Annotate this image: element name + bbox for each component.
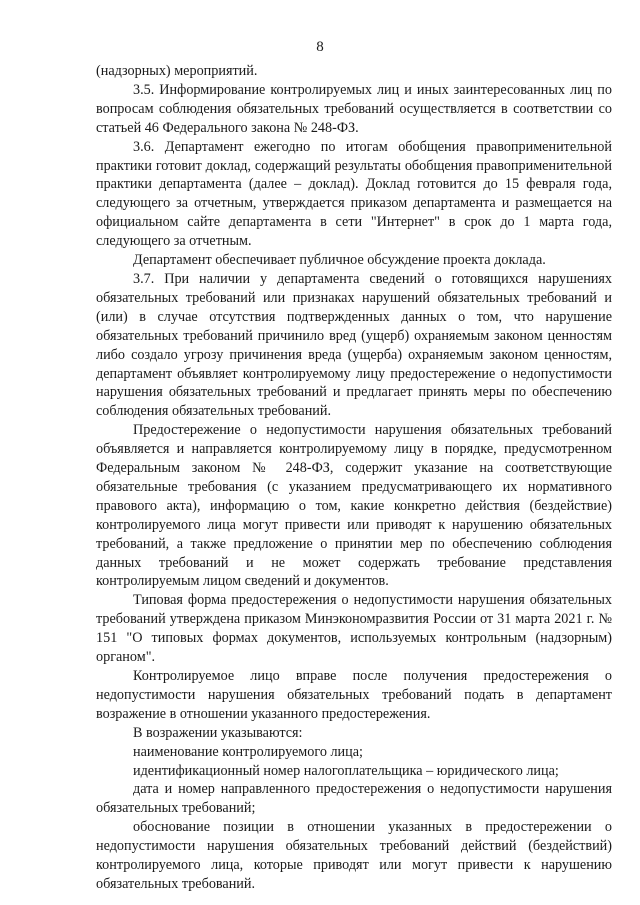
- paragraph-3-7: 3.7. При наличии у департамента сведений о готовящихся нарушениях обязательных требований или признаках нарушений обязательных требований и (или) в случае отсутствия подтвержденных данных о том, что нарушение обязательных требований причинило вред (ущерб) охраняемым законом ценностям либо создало угрозу причинения вреда (ущерба) охраняемым законом ценностям, департамент объявляет контролируемому лицу предостережение о недопустимости нарушения обязательных требований и предлагает принять меры по обеспечению соблюдения обязательных требований.: [96, 270, 612, 420]
- paragraph-warning-content: Предостережение о недопустимости нарушения обязательных требований объявляется и направляется контролируемому лицу в порядке, предусмотренном Федеральным законом № 248-ФЗ, содержит указание на соответствующие обязательные требования (с указанием предусматривающего их нормативного правового акта), информацию о том, какие конкретно действия (бездействие) контролируемого лица могут привести или приводят к нарушению обязательных требований, а также предложение о принятии мер по обеспечению соблюдения данных требований и не может содержать требование представления контролируемым лицом сведений и документов.: [96, 422, 612, 590]
- paragraph-continuation: (надзорных) мероприятий.: [96, 63, 258, 79]
- page-number: 8: [316, 39, 324, 55]
- paragraph-objection-right: Контролируемое лицо вправе после получения предостережения о недопустимости нарушения обязательных требований подать в департамент возражение в отношении указанного предостережения.: [96, 668, 612, 722]
- paragraph-3-5: 3.5. Информирование контролируемых лиц и иных заинтересованных лиц по вопросам соблюдения обязательных требований осуществляется в соответствии со статьей 46 Федерального закона № 248-ФЗ.: [96, 81, 612, 136]
- paragraph-3-6: 3.6. Департамент ежегодно по итогам обобщения правоприменительной практики готовит доклад, содержащий результаты обобщения правоприменительной практики департамента (далее – доклад). Доклад готовится до 15 февраля года, следующего за отчетным, утверждается приказом департамента и размещается на официальном сайте департамента в сети "Интернет" в срок до 1 марта года, следующего за отчетным.: [96, 138, 612, 250]
- list-item-name: наименование контролируемого лица;: [133, 743, 363, 760]
- list-item-date-number: дата и номер направленного предостережения о недопустимости нарушения обязательных требований;: [96, 781, 612, 817]
- paragraph-objection-intro: В возражении указываются:: [133, 724, 303, 741]
- list-item-justification: обоснование позиции в отношении указанных в предостережении о недопустимости нарушения обязательных требований действий (бездействий) контролируемого лица, которые приводят или могут привести к нарушению обязательных требований.: [96, 819, 612, 892]
- paragraph-warning-form: Типовая форма предостережения о недопустимости нарушения обязательных требований утверждена приказом Минэкономразвития России от 31 марта 2021 г. № 151 "О типовых формах документов, используемых контрольным (надзорным) органом".: [96, 592, 612, 666]
- document-body: [96, 62, 612, 894]
- paragraph-public-discussion: Департамент обеспечивает публичное обсуждение проекта доклада.: [133, 252, 546, 269]
- list-item-inn: идентификационный номер налогоплательщика – юридического лица;: [133, 762, 559, 779]
